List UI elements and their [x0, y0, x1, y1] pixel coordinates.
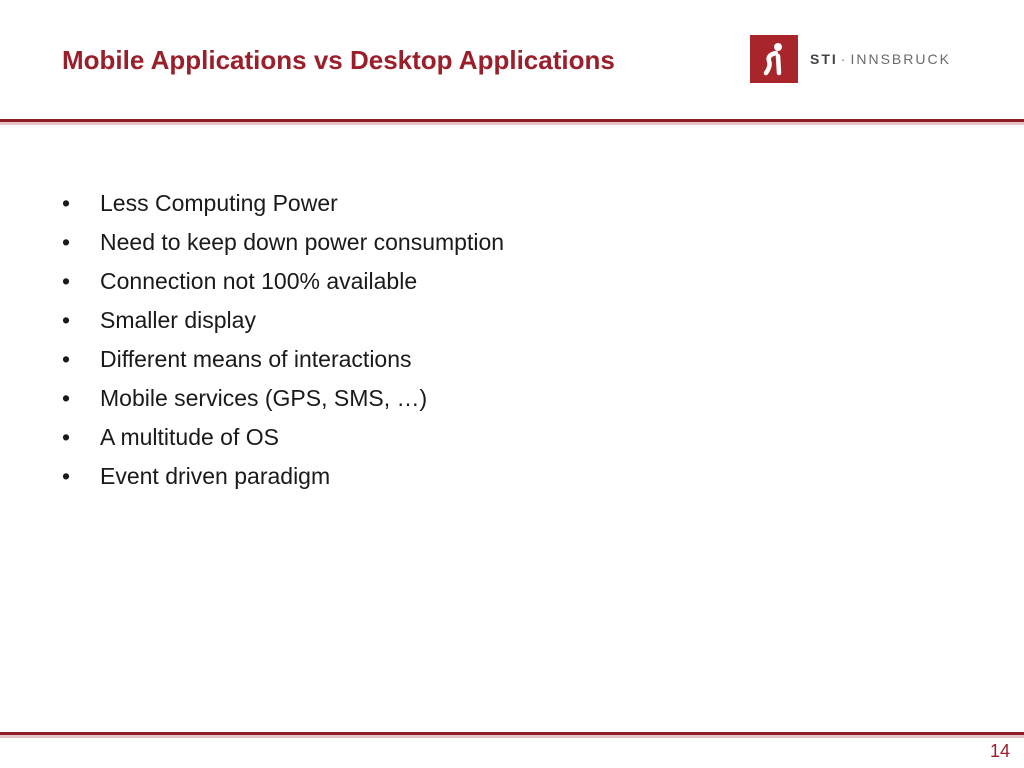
bullet-item: [62, 301, 504, 340]
bullet-icon: •: [62, 346, 71, 372]
bullet-icon: •: [62, 463, 71, 489]
sti-figure-icon: [750, 35, 798, 83]
bullet-text: Smaller display: [100, 307, 256, 333]
logo-org: STI: [810, 51, 838, 67]
bullet-list: [62, 184, 504, 496]
bullet-item: [62, 379, 504, 418]
bullet-item: [62, 340, 504, 379]
logo-separator: ·: [840, 51, 848, 67]
logo-wordmark: [810, 51, 951, 67]
bullet-text: Mobile services (GPS, SMS, …): [100, 385, 428, 411]
bullet-text: Less Computing Power: [100, 190, 338, 216]
bullet-icon: •: [62, 229, 71, 255]
header-divider: [0, 119, 1024, 125]
bullet-text: Different means of interactions: [100, 346, 412, 372]
bullet-icon: •: [62, 190, 71, 216]
bullet-icon: •: [62, 424, 71, 450]
bullet-item: [62, 184, 504, 223]
bullet-text: A multitude of OS: [100, 424, 279, 450]
bullet-text: Event driven paradigm: [100, 463, 331, 489]
bullet-item: [62, 223, 504, 262]
sti-innsbruck-logo: [750, 34, 951, 84]
page-number: 14: [989, 741, 1010, 761]
bullet-icon: •: [62, 307, 71, 333]
bullet-icon: •: [62, 268, 71, 294]
bullet-item: [62, 262, 504, 301]
bullet-text: Need to keep down power consumption: [100, 229, 505, 255]
logo-city: INNSBRUCK: [850, 51, 951, 67]
bullet-text: Connection not 100% available: [100, 268, 418, 294]
slide-title: Mobile Applications vs Desktop Applications: [62, 45, 615, 75]
bullet-item: [62, 418, 504, 457]
bullet-item: [62, 457, 504, 496]
bullet-icon: •: [62, 385, 71, 411]
footer-divider: [0, 732, 1024, 738]
